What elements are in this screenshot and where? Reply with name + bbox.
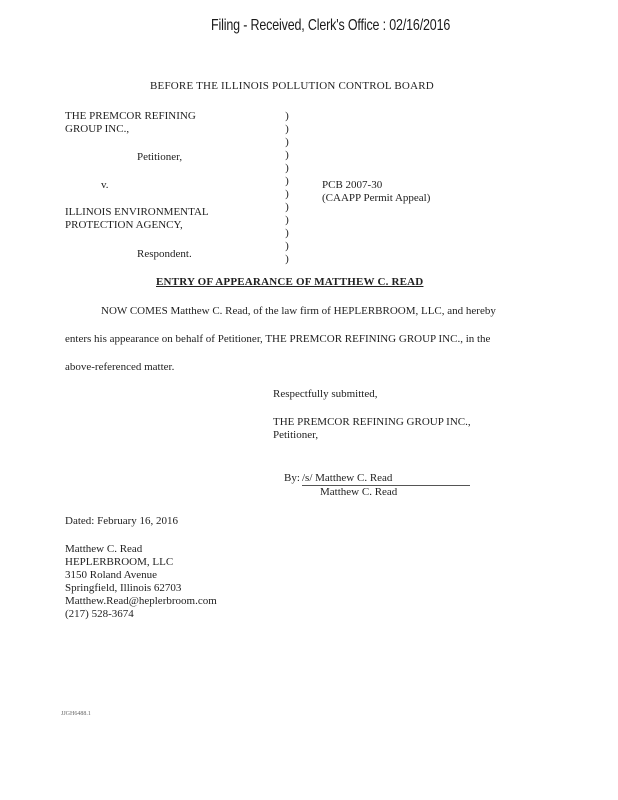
contact-email: Matthew.Read@heplerbroom.com xyxy=(65,595,217,607)
caption-paren: ) xyxy=(285,253,289,265)
body-paragraph-line3: above-referenced matter. xyxy=(65,361,175,373)
closing-line: Respectfully submitted, xyxy=(273,388,378,400)
respondent-name-line2: PROTECTION AGENCY, xyxy=(65,219,183,231)
signing-party-line2: Petitioner, xyxy=(273,429,319,441)
caption-paren: ) xyxy=(285,201,289,213)
caption-paren: ) xyxy=(285,110,289,122)
caption-paren: ) xyxy=(285,123,289,135)
caption-paren: ) xyxy=(285,240,289,252)
respondent-name-line1: ILLINOIS ENVIRONMENTAL xyxy=(65,206,209,218)
caption-paren: ) xyxy=(285,175,289,187)
filing-stamp: Filing - Received, Clerk's Office : 02/16/2016 xyxy=(211,17,451,34)
caption-paren: ) xyxy=(285,162,289,174)
case-type: (CAAPP Permit Appeal) xyxy=(322,192,431,204)
body-paragraph-line1: NOW COMES Matthew C. Read, of the law firm of HEPLERBROOM, LLC, and hereby xyxy=(101,305,496,317)
document-id: JJGH6488.1 xyxy=(61,711,91,717)
body-paragraph-line2: enters his appearance on behalf of Petitioner, THE PREMCOR REFINING GROUP INC., in the xyxy=(65,333,491,345)
dated-line: Dated: February 16, 2016 xyxy=(65,515,179,527)
board-caption: BEFORE THE ILLINOIS POLLUTION CONTROL BOARD xyxy=(150,80,434,92)
respondent-role: Respondent. xyxy=(137,248,192,260)
petitioner-role: Petitioner, xyxy=(137,151,183,163)
signing-party-line1: THE PREMCOR REFINING GROUP INC., xyxy=(273,416,471,428)
contact-city: Springfield, Illinois 62703 xyxy=(65,582,182,594)
by-label: By: xyxy=(284,472,300,484)
contact-name: Matthew C. Read xyxy=(65,543,143,555)
petitioner-name-line2: GROUP INC., xyxy=(65,123,130,135)
case-number: PCB 2007-30 xyxy=(322,179,383,191)
contact-phone: (217) 528-3674 xyxy=(65,608,134,620)
document-title: ENTRY OF APPEARANCE OF MATTHEW C. READ xyxy=(156,276,424,288)
signer-name: Matthew C. Read xyxy=(320,486,398,498)
caption-paren: ) xyxy=(285,188,289,200)
contact-firm: HEPLERBROOM, LLC xyxy=(65,556,174,568)
signature-line xyxy=(302,472,470,486)
caption-paren: ) xyxy=(285,136,289,148)
petitioner-name-line1: THE PREMCOR REFINING xyxy=(65,110,196,122)
caption-paren: ) xyxy=(285,227,289,239)
contact-street: 3150 Roland Avenue xyxy=(65,569,158,581)
caption-paren: ) xyxy=(285,214,289,226)
caption-paren: ) xyxy=(285,149,289,161)
signature-text: /s/ Matthew C. Read xyxy=(302,472,393,484)
versus-label: v. xyxy=(101,179,109,191)
